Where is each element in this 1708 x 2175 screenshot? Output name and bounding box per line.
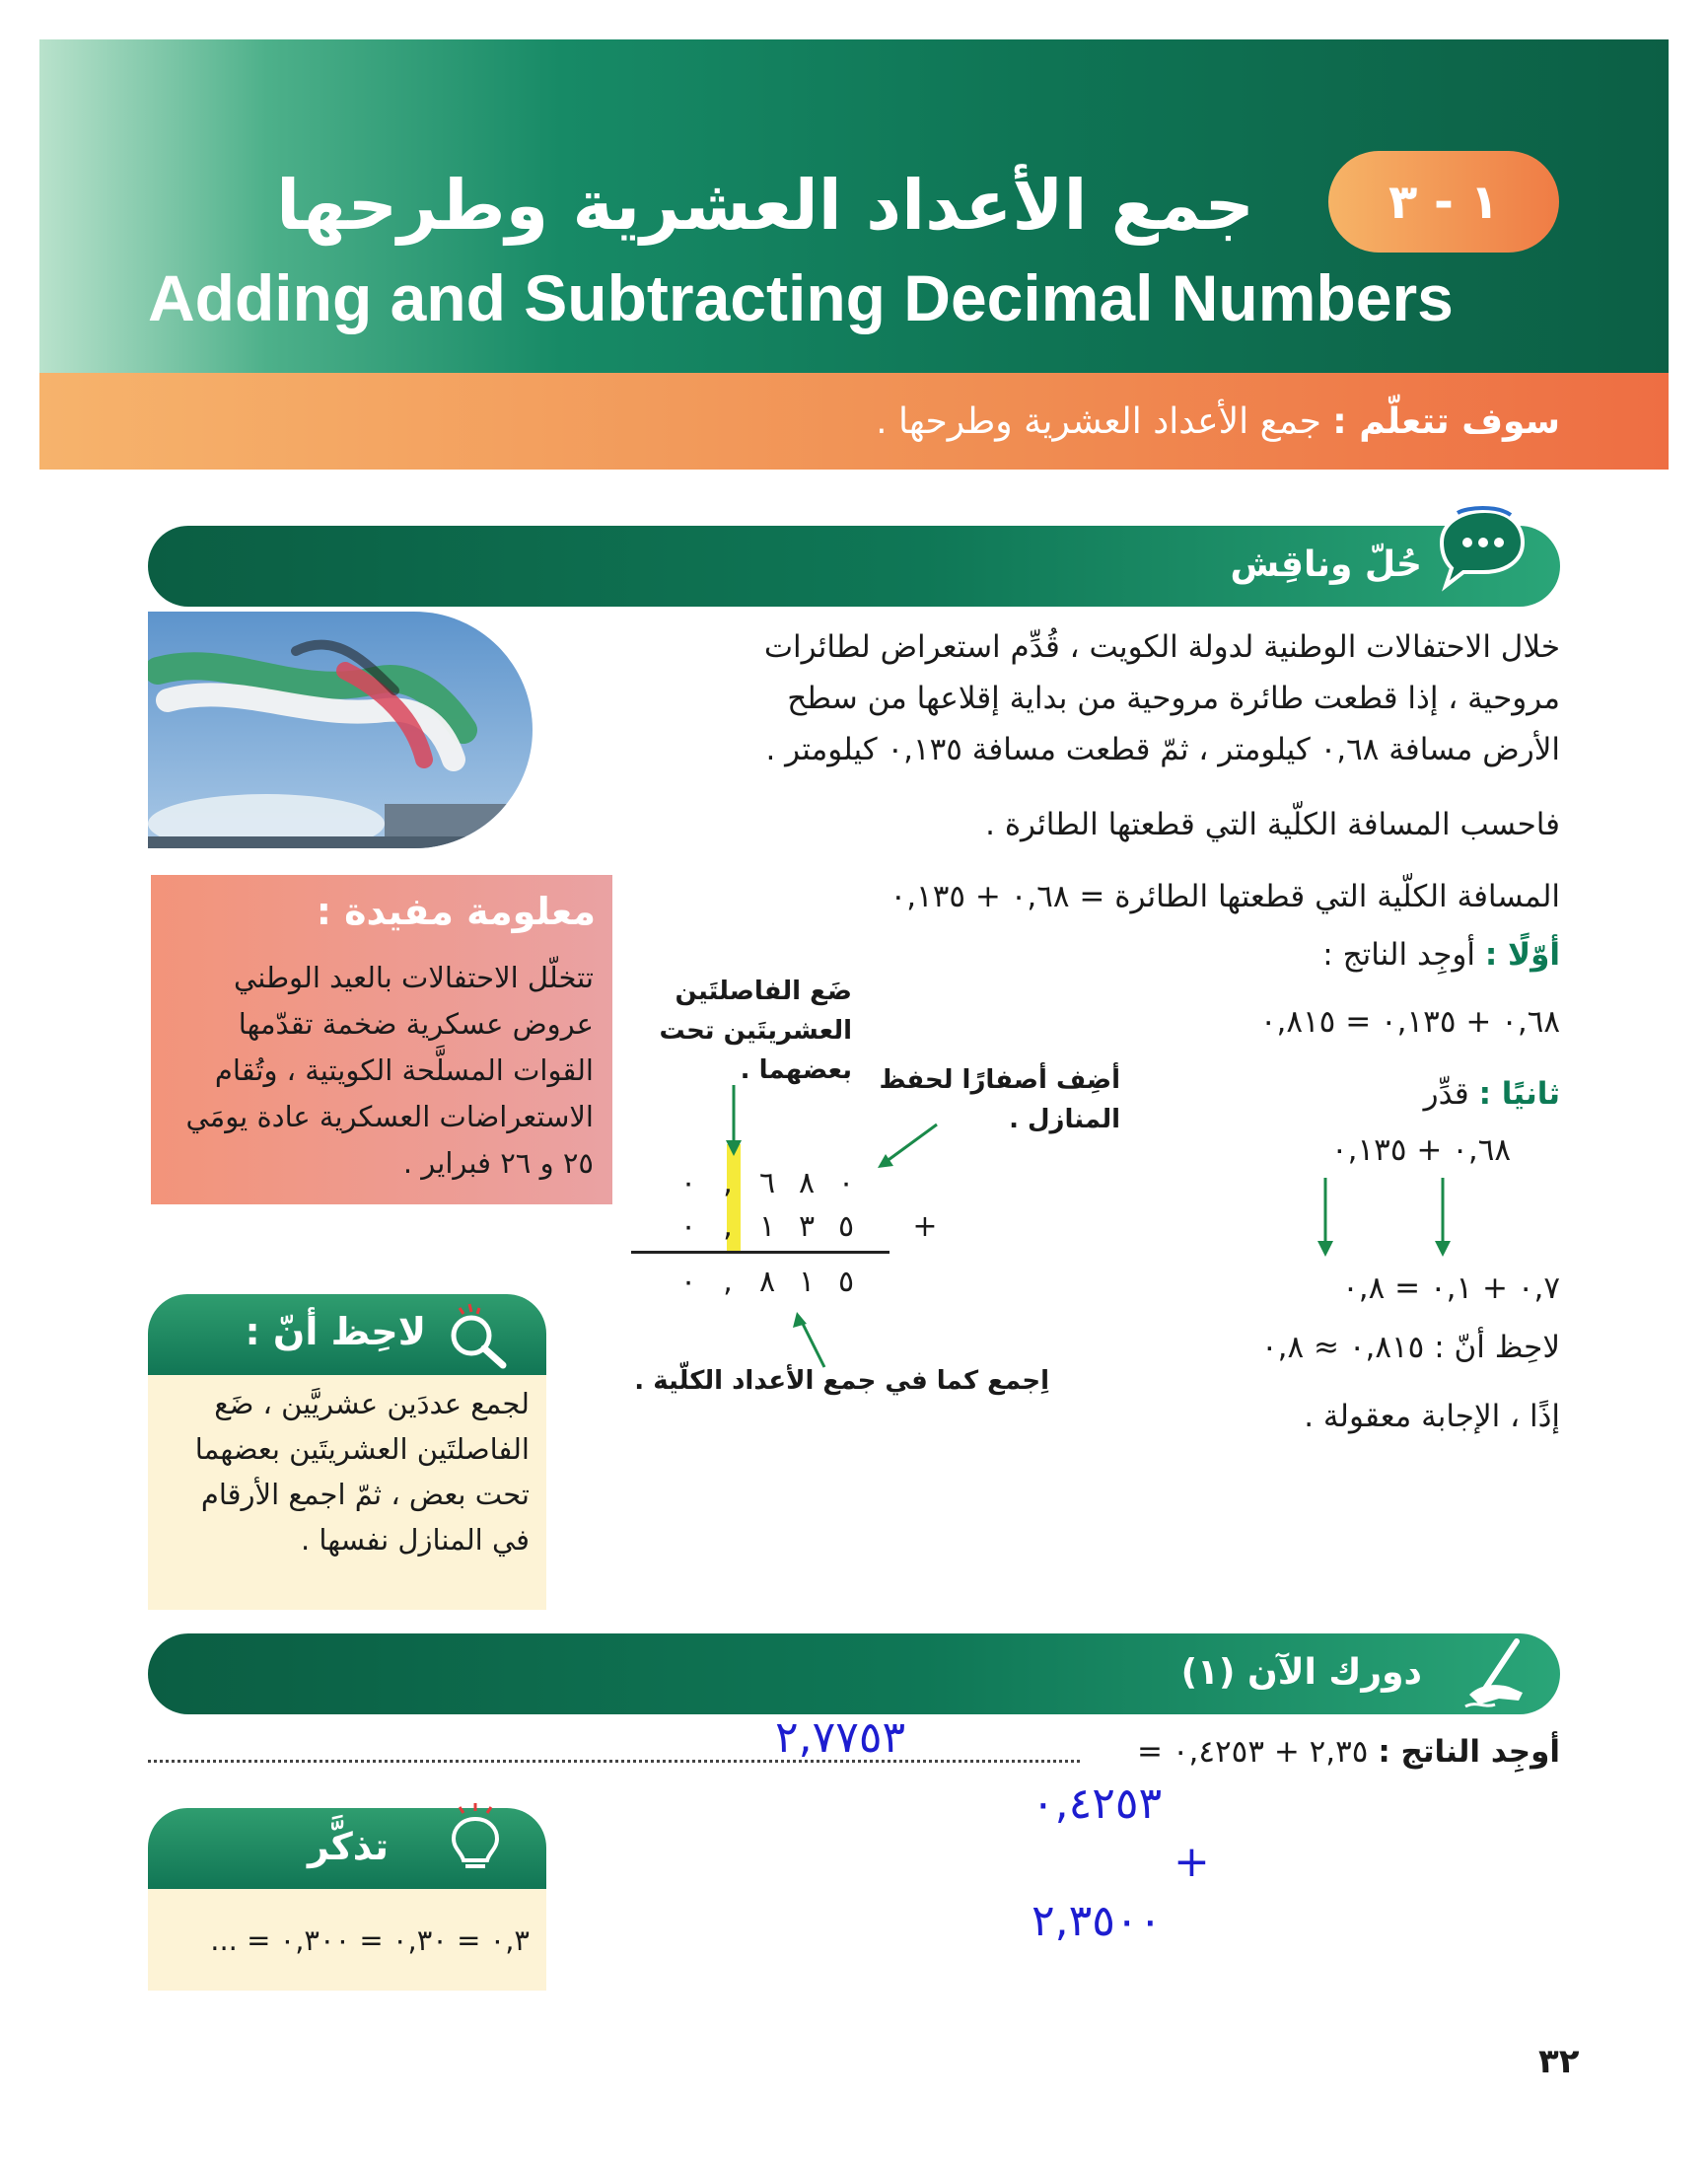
problem-question: فاحسب المسافة الكلّية التي قطعتها الطائرة . xyxy=(985,807,1560,842)
page-number: ٣٢ xyxy=(1538,2042,1580,2081)
handwritten-second-number: ٢,٣٥٠٠ xyxy=(1032,1896,1163,1946)
your-turn-expression: ٢,٣٥ + ٠,٤٢٥٣ = xyxy=(1137,1734,1369,1770)
handwritten-plus: + xyxy=(1174,1837,1210,1887)
step-two-text: قدِّر xyxy=(1423,1076,1469,1112)
step-one-text: أوجِد الناتج : xyxy=(1322,937,1475,973)
notice-approx: لاحِظ أنّ : ٠,٨١٥ ≈ ٠,٨ xyxy=(1261,1330,1560,1365)
step-one-label: أوّلًا : xyxy=(1484,937,1560,973)
problem-intro: خلال الاحتفالات الوطنية لدولة الكويت ، قُدِّم استعراض لطائرات مروحية ، إذا قطعت طائرة مروحية من بداية إقلاعها من سطح الأرض مسافة ٠,٦٨ كيلومتر ، ثمّ قطعت مسافة ٠,١٣٥ كيلومتر . xyxy=(763,629,1560,767)
decimal-comma: , xyxy=(723,1265,733,1299)
estimate-arrows xyxy=(1282,1174,1479,1263)
handwritten-answer: ٢,٧٧٥٣ xyxy=(775,1712,906,1763)
digit: ٣ xyxy=(798,1209,816,1244)
notice-card-text: لجمع عددَين عشريَّين ، ضَع الفاصلتَين العشريتَين بعضهما تحت بعض ، ثمّ اجمع الأرقام في المنازل نفسها . xyxy=(194,1387,530,1557)
digit: ٨ xyxy=(758,1265,776,1299)
useful-info-text: تتخلّل الاحتفالات بالعيد الوطني عروض عسكرية ضخمة تقدّمها القوات المسلَّحة الكويتية ، وتُقام الاستعراضات العسكرية عادة يومَي ٢٥ و ٢٦ فبراير . xyxy=(185,961,594,1180)
digit: ٥ xyxy=(837,1209,855,1244)
learn-objective xyxy=(278,398,1560,447)
digit: ١ xyxy=(758,1209,776,1244)
decimal-comma: , xyxy=(723,1209,733,1244)
answer-dotted-line[interactable] xyxy=(148,1760,1080,1763)
digit: ٠ xyxy=(679,1265,697,1299)
title-english: Adding and Subtracting Decimal Numbers xyxy=(148,261,1454,334)
lightbulb-icon xyxy=(440,1801,511,1876)
handwritten-first-number: ٠,٤٢٥٣ xyxy=(1032,1778,1163,1829)
total-distance-expression: المسافة الكلّية التي قطعتها الطائرة = ٠,٦٨ + ٠,١٣٥ xyxy=(890,879,1560,914)
digit: ٠ xyxy=(837,1166,855,1200)
learn-label: سوف تتعلّم : xyxy=(1332,401,1560,442)
useful-info-title: معلومة مفيدة : xyxy=(316,890,596,933)
estimate-result: ٠,٧ + ٠,١ = ٠,٨ xyxy=(1342,1270,1560,1306)
callout-add-whole: اِجمع كما في جمع الأعداد الكلّية . xyxy=(634,1366,1049,1396)
digit: ٠ xyxy=(679,1209,697,1244)
step-two-label: ثانيًا : xyxy=(1478,1076,1560,1112)
solve-discuss-title: حُلّ وناقِش xyxy=(1230,544,1422,585)
callout-arrows xyxy=(690,1075,986,1391)
notice-card-title: لاحِظ أنّ : xyxy=(245,1310,426,1353)
conclusion: إذًا ، الإجابة معقولة . xyxy=(1304,1399,1560,1434)
magnifier-icon xyxy=(440,1300,515,1371)
your-turn-label: أوجِد الناتج : xyxy=(1378,1734,1560,1770)
chat-bubble-icon xyxy=(1428,503,1529,592)
digit: ١ xyxy=(798,1265,816,1299)
callout-add-zeros: أضِف أصفارًا لحفظ المنازل . xyxy=(879,1065,1120,1134)
air-show-photo xyxy=(148,612,533,848)
plus-sign: + xyxy=(912,1209,938,1244)
your-turn-title: دورك الآن (١) xyxy=(1180,1652,1422,1693)
estimate-expression: ٠,٦٨ + ٠,١٣٥ xyxy=(1331,1132,1511,1168)
title-arabic: جمع الأعداد العشرية وطرحها xyxy=(276,165,1254,246)
remember-card-title: تذكَّر xyxy=(308,1825,389,1868)
decimal-comma: , xyxy=(723,1166,733,1200)
remember-card-text: ٠,٣ = ٠,٣٠ = ٠,٣٠٠ = ... xyxy=(210,1923,530,1957)
digit: ٠ xyxy=(679,1166,697,1200)
callout-decimal-points: ضَع الفاصلتَين العشريتَين تحت بعضهما . xyxy=(659,977,852,1085)
digit: ٦ xyxy=(758,1166,776,1200)
lesson-number-badge: ١ - ٣ xyxy=(1328,151,1559,253)
pen-hand-icon xyxy=(1459,1635,1532,1712)
step-one-equation: ٠,٦٨ + ٠,١٣٥ = ٠,٨١٥ xyxy=(1259,1004,1560,1040)
learn-text: جمع الأعداد العشرية وطرحها . xyxy=(876,401,1321,442)
digit: ٥ xyxy=(837,1265,855,1299)
digit: ٨ xyxy=(798,1166,816,1200)
